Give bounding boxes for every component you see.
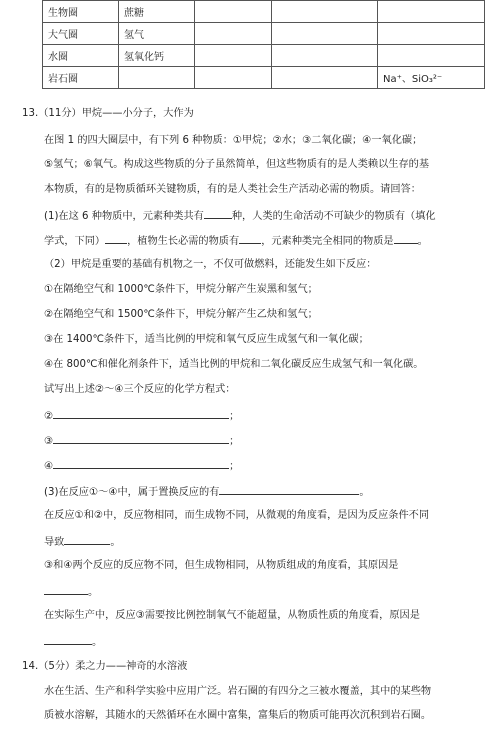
paragraph-line: 在实际生产中，反应③需要按比例控制氧气不能超量，从物质性质的角度看，原因是: [44, 610, 420, 621]
reaction-line: ①在隔绝空气和 1000℃条件下，甲烷分解产生炭黑和氢气；: [44, 284, 318, 295]
paragraph-line: 试写出上述②～④三个反应的化学方程式：: [44, 384, 236, 395]
paragraph-line: （2）甲烷是重要的基础有机物之一，不仅可做燃料，还能发生如下反应：: [44, 259, 377, 270]
substance-cell: 氢气: [119, 23, 195, 45]
empty-cell: [272, 1, 378, 23]
table-row: [43, 1, 485, 23]
paragraph-line: ③和④两个反应的反应物不同，但生成物相同，从物质组成的角度看，其原因是: [44, 560, 399, 571]
text-segment: 。: [417, 236, 428, 247]
text-segment: ；: [229, 461, 240, 472]
answer-blank[interactable]: [64, 534, 110, 545]
table-row: [43, 45, 485, 67]
sphere-cell: 岩石圈: [43, 67, 119, 89]
equation-label: ③: [44, 436, 54, 447]
text-segment: 。: [359, 487, 370, 498]
text-segment: 导致: [44, 537, 65, 548]
ion-cell: Na⁺、SiO₃²⁻: [378, 67, 485, 89]
empty-cell: [195, 67, 272, 89]
paragraph-line: 水在生活、生产和科学实验中应用广泛。岩石圈的有四分之三被水覆盖，其中的某些物: [44, 686, 432, 697]
substance-cell: 氢氧化钙: [119, 45, 195, 67]
text-segment: ；: [229, 436, 240, 447]
paragraph-line: [44, 634, 102, 650]
paragraph-line: [44, 534, 121, 550]
reaction-line: ③在 1400℃条件下，适当比例的甲烷和氧气反应生成氢气和一氧化碳；: [44, 334, 369, 345]
answer-blank[interactable]: [204, 208, 232, 219]
paragraph-line: [44, 208, 436, 224]
text-segment: ，植物生长必需的物质有: [127, 236, 240, 247]
reaction-line: ④在 800℃和催化剂条件下，适当比例的甲烷和二氧化碳反应生成氢气和一氧化碳。: [44, 359, 424, 370]
sphere-table: [42, 0, 485, 89]
text-segment: 种，人类的生命活动不可缺少的物质有（填化: [231, 211, 436, 222]
text-segment: 学式，下同）: [44, 236, 106, 247]
ion-cell: [378, 45, 485, 67]
ion-cell: [378, 1, 485, 23]
paragraph-line: 在图 1 的四大圈层中，有下列 6 种物质：①甲烷；②水；③二氧化碳；④一氧化碳；: [44, 135, 423, 146]
text-segment: ，元素种类完全相同的物质是: [261, 236, 394, 247]
text-segment: 。: [88, 587, 99, 598]
paragraph-line: 本物质，有的是物质循环关键物质，有的是人类社会生产活动必需的物质。请回答：: [44, 184, 421, 195]
sphere-cell: 水圈: [43, 45, 119, 67]
text-segment: 。: [110, 537, 121, 548]
question-14-title: 14.（5分）柔之力——神奇的水溶液: [22, 661, 188, 672]
paragraph-line: 质被水溶解，其随水的天然循环在水圈中富集，富集后的物质可能再次沉积到岩石圈。: [44, 710, 432, 721]
answer-blank[interactable]: [219, 484, 359, 495]
paragraph-line: 在反应①和②中，反应物相同，而生成物不同，从微观的角度看，是因为反应条件不同: [44, 510, 430, 521]
equation-line: [44, 458, 239, 474]
table-row: [43, 67, 485, 89]
ion-cell: [378, 23, 485, 45]
empty-cell: [195, 23, 272, 45]
substance-cell: [119, 67, 195, 89]
answer-blank[interactable]: [44, 584, 88, 595]
answer-blank[interactable]: [53, 408, 229, 419]
table-row: [43, 23, 485, 45]
paragraph-line: [44, 484, 370, 500]
question-13-title: 13.（11分）甲烷——小分子，大作为: [22, 108, 194, 119]
answer-blank[interactable]: [53, 458, 229, 469]
empty-cell: [195, 45, 272, 67]
text-segment: ；: [229, 411, 240, 422]
empty-cell: [272, 45, 378, 67]
text-segment: (3)在反应①～④中，属于置换反应的有: [44, 487, 220, 498]
sphere-cell: 生物圈: [43, 1, 119, 23]
answer-blank[interactable]: [239, 233, 261, 244]
equation-line: [44, 408, 239, 424]
empty-cell: [272, 23, 378, 45]
empty-cell: [272, 67, 378, 89]
answer-blank[interactable]: [44, 634, 92, 645]
sphere-cell: 大气圈: [43, 23, 119, 45]
paragraph-line: [44, 584, 98, 600]
equation-line: [44, 433, 239, 449]
answer-blank[interactable]: [53, 433, 229, 444]
equation-label: ②: [44, 411, 54, 422]
text-segment: (1)在这 6 种物质中，元素种类共有: [44, 211, 204, 222]
text-segment: 。: [92, 637, 103, 648]
empty-cell: [195, 1, 272, 23]
substance-cell: 蔗糖: [119, 1, 195, 23]
paragraph-line: [44, 233, 428, 249]
equation-label: ④: [44, 461, 54, 472]
reaction-line: ②在隔绝空气和 1500℃条件下，甲烷分解产生乙炔和氢气；: [44, 309, 318, 320]
answer-blank[interactable]: [105, 233, 127, 244]
paragraph-line: ⑤氢气；⑥氧气。构成这些物质的分子虽然简单，但这些物质有的是人类赖以生存的基: [44, 159, 430, 170]
answer-blank[interactable]: [394, 233, 418, 244]
